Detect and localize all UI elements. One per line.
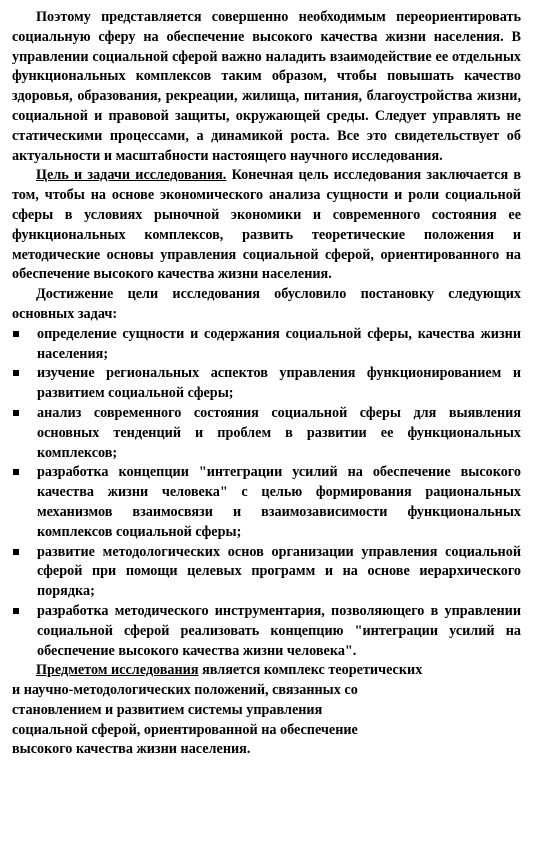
task-text: разработка методического инструментария, позволяющего в управлении социальной сферой реализовать концепцию "интеграции усилий на обеспечение высокого качества жизни человека". — [37, 602, 521, 659]
list-item — [12, 404, 521, 463]
goal-text: Конечная цель исследования заключается в том, чтобы на основе экономического анализа сущности и роли социальной сферы в условиях рыночной экономики и современного состояния ее функциональных комплексов, развить теоретические положения и методические основы управления социальной сферой, ориентированного на обеспечение высокого качества жизни населения. — [12, 167, 521, 283]
list-item — [12, 602, 521, 661]
list-item — [12, 364, 521, 404]
bullet-icon — [13, 410, 19, 416]
bullet-icon — [13, 608, 19, 614]
bullet-icon — [13, 370, 19, 376]
task-text: анализ современного состояния социальной сферы для выявления основных тенденций и проблем в развитии ее функциональных комплексов; — [37, 404, 521, 461]
subject-line-2: и научно-методологических положений, связанных со — [12, 682, 358, 699]
task-text: определение сущности и содержания социальной сферы, качества жизни населения; — [37, 325, 521, 362]
bullet-icon — [13, 549, 19, 555]
paragraph-relevance: Поэтому представляется совершенно необходимым переориентировать социальную сферу на обеспечение высокого качества жизни населения. В управлении социальной сферой важно наладить взаимодействие ее отдельных функциональных комплексов таким образом, чтобы повышать качество здоровья, образования, рекреации, жилища, питания, благоустройства жизни, социальной и правовой защиты, окружающей среды. Следует управлять не статическими процессами, а динамикой роста. Все это свидетельствует об актуальности и масштабности настоящего научного исследования. — [12, 9, 521, 164]
bullet-icon — [13, 331, 19, 337]
paragraph-goal — [12, 166, 521, 285]
paragraph-subject — [12, 661, 521, 760]
list-item — [12, 325, 521, 365]
subject-heading: Предметом исследования — [36, 662, 199, 679]
goal-heading: Цель и задачи исследования. — [36, 167, 227, 184]
subject-line-1 — [12, 661, 521, 681]
subject-line-5: высокого качества жизни населения. — [12, 741, 251, 758]
task-text: развитие методологических основ организации управления социальной сферой при помощи целевых программ и на основе иерархического порядка; — [37, 543, 521, 600]
bullet-icon — [13, 469, 19, 475]
paragraph-tasks-intro: Достижение цели исследования обусловило постановку следующих основных задач: — [12, 286, 521, 322]
subject-line-1-text: является комплекс теоретических — [198, 662, 423, 679]
list-item — [12, 463, 521, 542]
list-item — [12, 543, 521, 602]
tasks-list — [12, 325, 521, 662]
subject-line-4: социальной сферой, ориентированной на обеспечение — [12, 721, 358, 738]
subject-line-3: становлением и развитием системы управления — [12, 701, 323, 718]
task-text: разработка концепции "интеграции усилий на обеспечение высокого качества жизни человека" с целью формирования рациональных механизмов взаимосвязи и взаимозависимости функциональных комплексов социальной сферы; — [37, 464, 521, 540]
task-text: изучение региональных аспектов управления функционированием и развитием социальной сферы; — [37, 365, 521, 402]
